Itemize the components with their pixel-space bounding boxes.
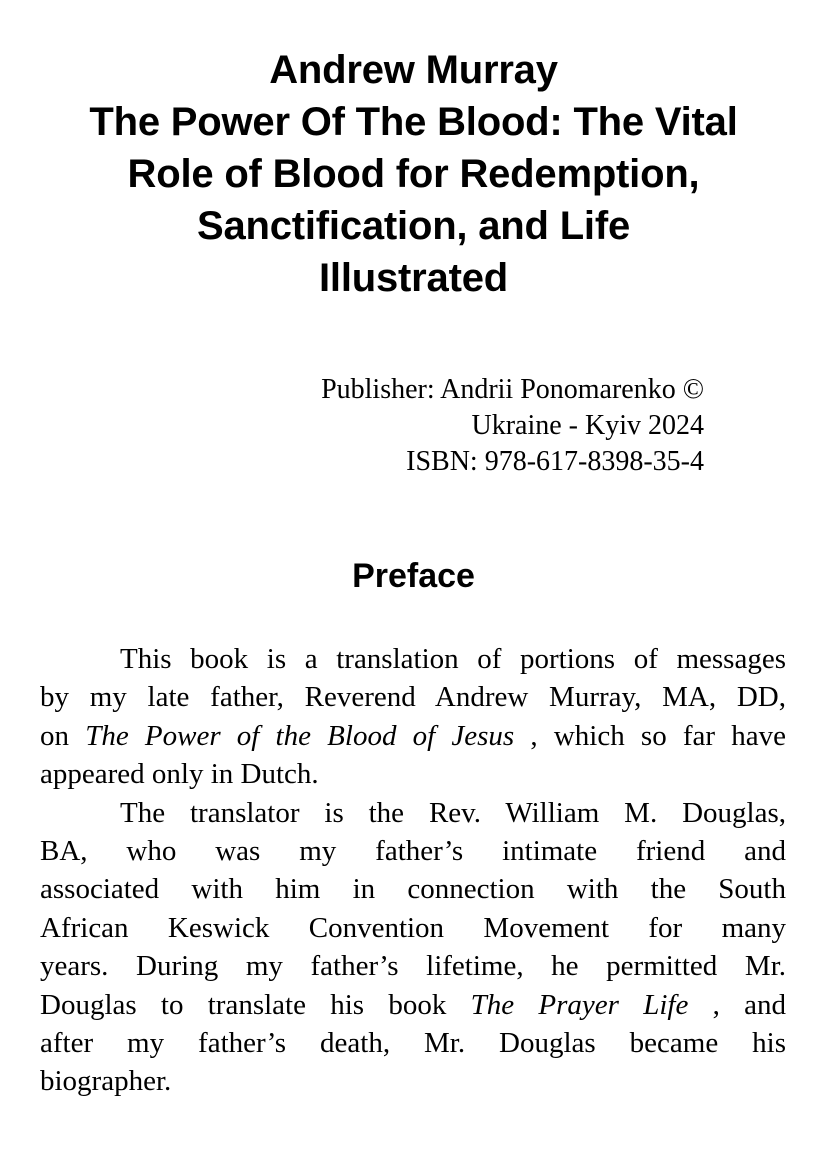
paragraph-2-line-3: associated with him in connection with the South [40, 873, 786, 906]
book-title-italic-prayer-life: The Prayer Life [470, 988, 689, 1021]
paragraph-1-line-1: This book is a translation of portions of messages [120, 643, 786, 675]
title-line-1: The Power Of The Blood: The Vital [89, 100, 738, 144]
isbn-line: ISBN: 978-617-8398-35-4 [406, 446, 704, 477]
paragraph-1-line-3 [40, 717, 786, 755]
publisher-line: Publisher: Andrii Ponomarenko © [321, 374, 704, 405]
title-line-2: Role of Blood for Redemption, [127, 152, 700, 196]
p2-l6-post: , and [688, 988, 786, 1021]
paragraph-2-line-2: BA, who was my father’s intimate friend and [40, 834, 786, 867]
book-title-block [20, 44, 807, 304]
paragraph-2-line-6 [40, 986, 786, 1024]
paragraph-1-line-2: by my late father, Reverend Andrew Murray, MA, DD, [40, 681, 786, 714]
paragraph-2-line-8: biographer. [40, 1065, 172, 1098]
p1-l3-post: , which so far have [514, 719, 787, 752]
location-line: Ukraine - Kyiv 2024 [471, 410, 704, 441]
title-line-4: Illustrated [319, 256, 508, 300]
author-name: Andrew Murray [269, 48, 558, 92]
paragraph-1-line-4: appeared only in Dutch. [40, 758, 319, 791]
paragraph-2-line-5: years. During my father’s lifetime, he permitted Mr. [40, 950, 786, 983]
paragraph-2-line-4: African Keswick Convention Movement for many [40, 911, 786, 944]
paragraph-2-line-7: after my father’s death, Mr. Douglas became his [40, 1026, 786, 1059]
p1-l3-pre: on [40, 719, 86, 752]
p2-l6-pre: Douglas to translate his book [40, 988, 471, 1021]
book-title-italic-power-of-blood: The Power of the Blood of Jesus [85, 719, 515, 752]
preface-body [40, 640, 786, 1101]
preface-heading: Preface [352, 557, 475, 595]
publisher-info [321, 372, 704, 480]
title-line-3: Sanctification, and Life [196, 204, 631, 248]
paragraph-2-line-1: The translator is the Rev. William M. Douglas, [120, 796, 786, 829]
